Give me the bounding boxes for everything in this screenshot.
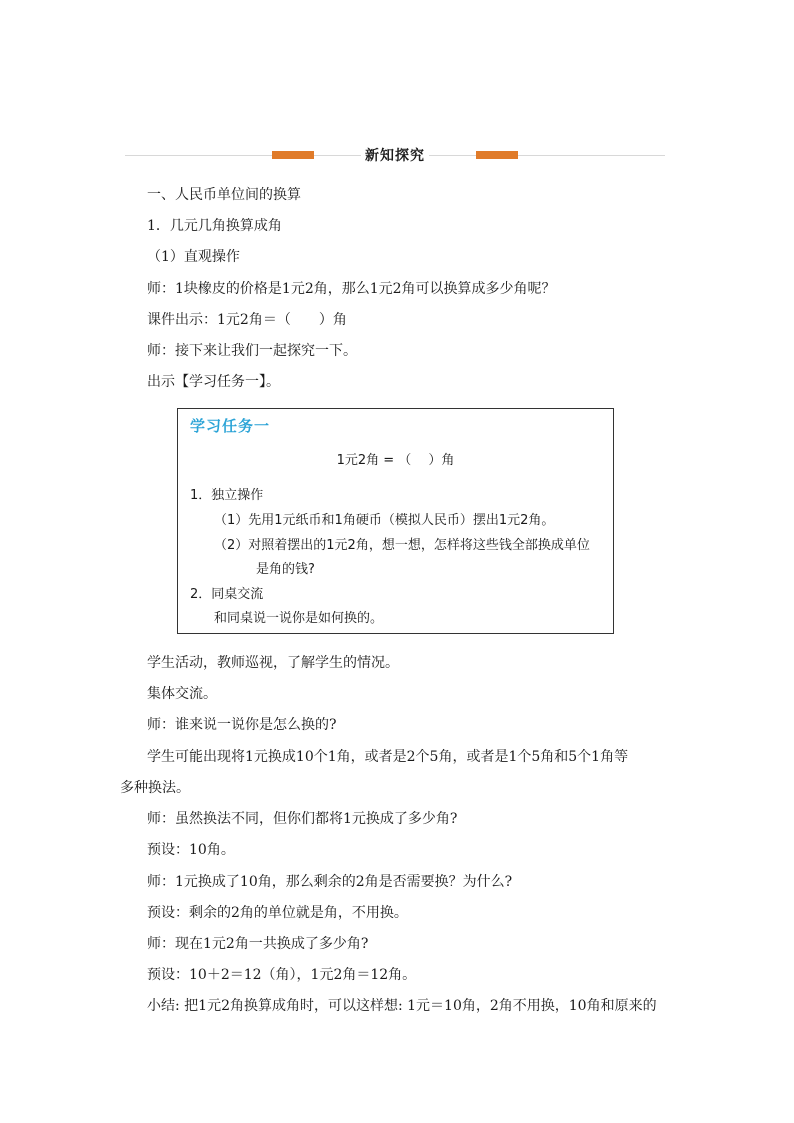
- section-header: [125, 150, 665, 162]
- paragraph: 集体交流。: [147, 686, 217, 702]
- paragraph: 师：虽然换法不同，但你们都将1元换成了多少角?: [147, 811, 458, 827]
- task-item-2: 2．同桌交流: [190, 587, 264, 602]
- paragraph: 学生活动，教师巡视，了解学生的情况。: [147, 655, 399, 671]
- paragraph: 师：1块橡皮的价格是1元2角，那么1元2角可以换算成多少角呢？: [147, 281, 556, 297]
- task-item-1b: （2）对照着摆出的1元2角，想一想，怎样将这些钱全部换成单位: [214, 538, 590, 553]
- section-title: 新知探究: [125, 145, 665, 165]
- learning-task-box: [177, 408, 614, 634]
- heading-conversion: 一、人民币单位间的换算: [147, 187, 301, 203]
- subheading-operation: （1）直观操作: [147, 249, 240, 265]
- subheading-yuan-jiao: 1．几元几角换算成角: [147, 218, 282, 234]
- paragraph: 师：1元换成了10角，那么剩余的2角是否需要换？为什么?: [147, 874, 513, 890]
- task-item-1b-cont: 是角的钱?: [256, 562, 315, 577]
- paragraph: 学生可能出现将1元换成10个1角，或者是2个5角，或者是1个5角和5个1角等: [147, 749, 629, 765]
- task-equation: 1元2角 = （ ）角: [336, 453, 455, 468]
- paragraph: 出示【学习任务一】。: [147, 374, 280, 390]
- task-title: 学习任务一: [190, 417, 271, 435]
- task-item-1a: （1）先用1元纸币和1角硬币（模拟人民币）摆出1元2角。: [214, 513, 555, 528]
- paragraph: 师：现在1元2角一共换成了多少角?: [147, 936, 369, 952]
- paragraph: 师：接下来让我们一起探究一下。: [147, 343, 357, 359]
- paragraph: 预设：剩余的2角的单位就是角，不用换。: [147, 905, 408, 921]
- task-item-2a: 和同桌说一说你是如何换的。: [214, 611, 384, 626]
- paragraph: 课件出示：1元2角＝（ ）角: [147, 312, 347, 328]
- summary-paragraph: 小结: 把1元2角换算成角时，可以这样想: 1元＝10角，2角不用换，10角和原来的: [147, 998, 657, 1014]
- paragraph: 预设：10＋2＝12（角），1元2角＝12角。: [147, 967, 417, 983]
- paragraph-continuation: 多种换法。: [120, 780, 190, 796]
- paragraph: 预设：10角。: [147, 842, 235, 858]
- task-item-1: 1．独立操作: [190, 488, 264, 503]
- paragraph: 师：谁来说一说你是怎么换的?: [147, 717, 337, 733]
